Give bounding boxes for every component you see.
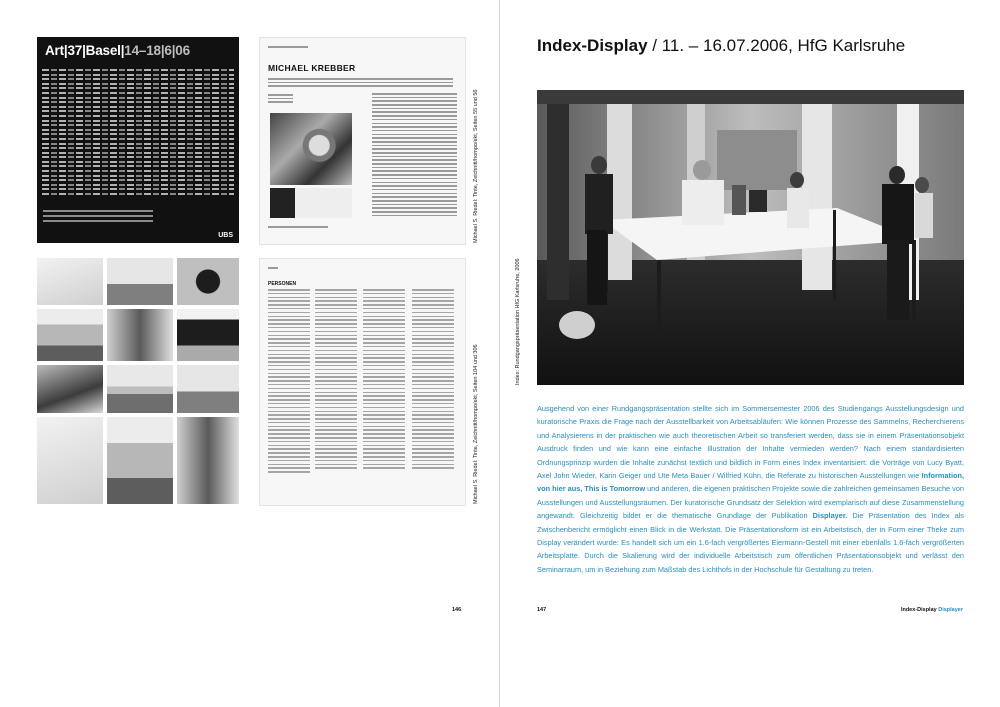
page-number-right: 147 <box>537 607 547 613</box>
poster-footer-text <box>43 210 153 225</box>
personen-list-page <box>259 258 466 506</box>
art-basel-poster <box>37 37 239 243</box>
ubs-logo: UBS <box>218 232 233 239</box>
personen-column <box>412 289 454 471</box>
personen-column <box>363 289 405 471</box>
photo-grid-item <box>177 417 239 504</box>
photo-grid-item <box>107 365 173 413</box>
krebber-ad-image <box>270 188 352 218</box>
running-footer: Index-Display Displayer <box>900 607 963 613</box>
photo-grid-item <box>37 365 103 413</box>
personen-column <box>315 289 357 471</box>
photo-grid-item <box>37 309 103 361</box>
photo-caption: Index: Rundgangspräsentation HfG Karlsruhe, 2006 <box>515 258 521 385</box>
krebber-column-text <box>372 93 457 218</box>
caption-top: Michael S. Riedel: Tinte, Zeichnitt/hompo/ekt, Seiten 55 und 56 <box>473 89 479 243</box>
right-page <box>500 0 1000 707</box>
exhibition-photo-drawing <box>537 90 964 385</box>
photo-grid-item <box>37 258 103 305</box>
krebber-heading: MICHAEL KREBBER <box>268 63 356 73</box>
photo-grid-item <box>107 417 173 504</box>
page-number-left: 146 <box>452 607 462 613</box>
page-title: Index-Display / 11. – 16.07.2006, HfG Karlsruhe <box>537 36 906 55</box>
krebber-photo <box>270 113 352 185</box>
personen-heading: PERSONEN <box>268 281 297 287</box>
photo-grid-item <box>177 309 239 361</box>
krebber-catalogue-page <box>259 37 466 245</box>
photo-grid-item <box>177 365 239 413</box>
photo-grid-item <box>107 258 173 305</box>
photo-grid-item <box>177 258 239 305</box>
photo-grid-item <box>107 309 173 361</box>
personen-column <box>268 289 310 475</box>
highlight-displayer: Displayer. <box>812 511 848 521</box>
caption-bottom: Michael S. Riedel: Tinte, Zeichnitt/hompo/ekt, Seiten 104 und 306 <box>473 344 479 504</box>
exhibition-photo <box>537 90 964 385</box>
photo-grid-item <box>37 417 103 504</box>
highlight-exhibitions: Information, von hier aus, This is Tomorrow <box>537 471 964 494</box>
poster-artist-list <box>42 69 234 198</box>
body-text: Ausgehend von einer Rundgangspräsentation stellte sich im Sommersemester 2006 des Studiengangs Ausstellungsdesign und kuratorische Praxis die Frage nach der Ausstellbarkeit von Arbeitsabläufen: Wie können Prozesse des Sammelns, Recherchierens und Analysierens in der praktischen wie auch theoretischen Arbeit so transferiert werden, dass sie in einem Präsentationsobjekt Ausdruck finden und wie kann eine einfache Illustration der Inhalte vermieden werden? Nach einem standardisierten Ordnungsprinzip wurden die Inhalte zunächst textlich und bildlich in Form eines Index inventarisiert: die Vorträge von Lucy Byatt, Axel John Wieder, Karin Geiger und Ute Meta Bauer / Wilfried Kühn, die Referate zu historischen Ausstellungen wie Information, von hier aus, This is Tomorrow und anderen, die eigenen praktischen Projekte sowie die zahlreichen gemeinsamen Besuche von Ausstellungen und Ausstellungsräumen. Der kuratorische Grundsatz der Selektion wird exemplarisch auf diese Zusammenstellung angewandt. Gleichzeitig bildet er die thematische Grundlage der Publikation Displayer. Die Präsentation des Index als Zwischenbericht ermöglicht einen Blick in die Werkstatt. Die Präsentationsform ist ein Arbeitstisch, der in Form einer Theke zum Display verändert wurde: Es handelt sich um ein 1.6-fach vergrößertes Eiermann-Gestell mit einer ebenfalls 1.6-fach vergrößerten Arbeitsplatte. Durch die Skalierung wird der individuelle Arbeitstisch zum öffentlichen Präsentationsobjekt und verlässt den Seminarraum, um in Beziehung zum Maßstab des Lichthofs in der Hochschule für Gestaltung zu treten. <box>537 404 964 574</box>
poster-title: Art|37|Basel|14–18|6|06 <box>45 43 190 58</box>
